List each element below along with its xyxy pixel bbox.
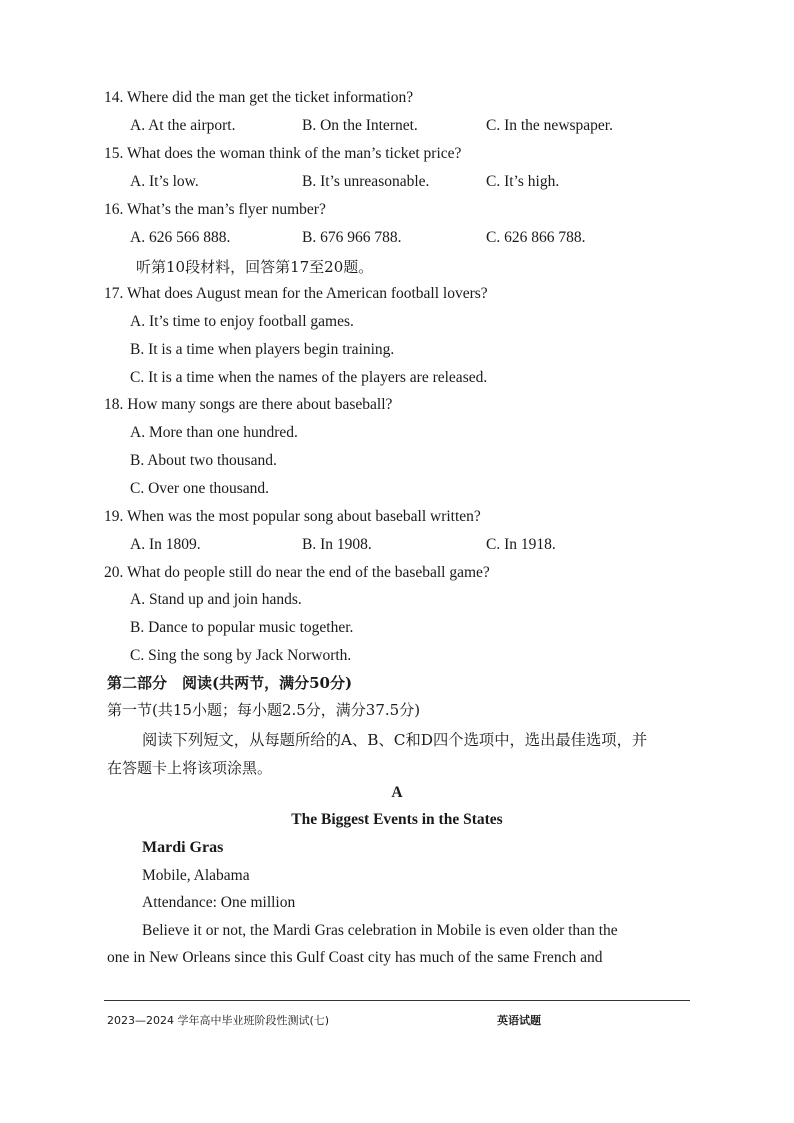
question-16-option-b: B. 676 966 788. [302,229,402,246]
question-20-option-c: C. Sing the song by Jack Norworth. [130,647,352,664]
question-17-option-b: B. It is a time when players begin training. [130,341,395,358]
question-17-option-a: A. It’s time to enjoy football games. [130,313,354,330]
passage-body-line-1: Believe it or not, the Mardi Gras celebration in Mobile is even older than the [142,922,618,939]
question-19-option-b: B. In 1908. [302,536,372,553]
question-18-option-b: B. About two thousand. [130,452,277,469]
event-location: Mobile, Alabama [142,867,250,884]
event-attendance: Attendance: One million [142,894,296,911]
question-19-stem: 19. When was the most popular song about baseball written? [104,508,481,525]
question-16-option-a: A. 626 566 888. [130,229,231,246]
listening-instruction: 听第10段材料，回答第17至20题。 [136,258,374,276]
question-17-option-c: C. It is a time when the names of the players are released. [130,369,488,386]
question-19-option-a: A. In 1809. [130,536,201,553]
question-15-option-a: A. It’s low. [130,173,199,190]
question-14-option-b: B. On the Internet. [302,117,418,134]
passage-letter: A [391,784,403,801]
question-16-option-c: C. 626 866 788. [486,229,586,246]
footer-exam-name: 2023—2024 学年高中毕业班阶段性测试(七) [107,1014,330,1027]
question-20-option-a: A. Stand up and join hands. [130,591,302,608]
question-18-stem: 18. How many songs are there about baseball? [104,396,393,413]
part-two-title: 第二部分 阅读(共两节，满分50分) [107,674,353,692]
question-15-option-b: B. It’s unreasonable. [302,173,430,190]
question-14-stem: 14. Where did the man get the ticket information? [104,89,414,106]
question-18-option-c: C. Over one thousand. [130,480,270,497]
question-20-option-b: B. Dance to popular music together. [130,619,354,636]
question-14-option-c: C. In the newspaper. [486,117,613,134]
passage-body-line-2: one in New Orleans since this Gulf Coast city has much of the same French and [107,949,603,966]
question-17-stem: 17. What does August mean for the American football lovers? [104,285,488,302]
section-one-title: 第一节(共15小题；每小题2.5分，满分37.5分) [107,701,421,719]
question-15-option-c: C. It’s high. [486,173,560,190]
question-16-stem: 16. What’s the man’s flyer number? [104,201,326,218]
question-19-option-c: C. In 1918. [486,536,556,553]
passage-title: The Biggest Events in the States [291,811,503,828]
question-15-stem: 15. What does the woman think of the man’s ticket price? [104,145,462,162]
event-name: Mardi Gras [142,839,224,856]
reading-instruction-line-1: 阅读下列短文，从每题所给的A、B、C和D四个选项中，选出最佳选项，并 [142,731,648,749]
footer-subject: 英语试题 [497,1014,541,1027]
question-18-option-a: A. More than one hundred. [130,424,298,441]
reading-instruction-line-2: 在答题卡上将该项涂黑。 [107,759,273,777]
question-20-stem: 20. What do people still do near the end of the baseball game? [104,564,490,581]
footer-divider [104,1000,690,1001]
question-14-option-a: A. At the airport. [130,117,236,134]
